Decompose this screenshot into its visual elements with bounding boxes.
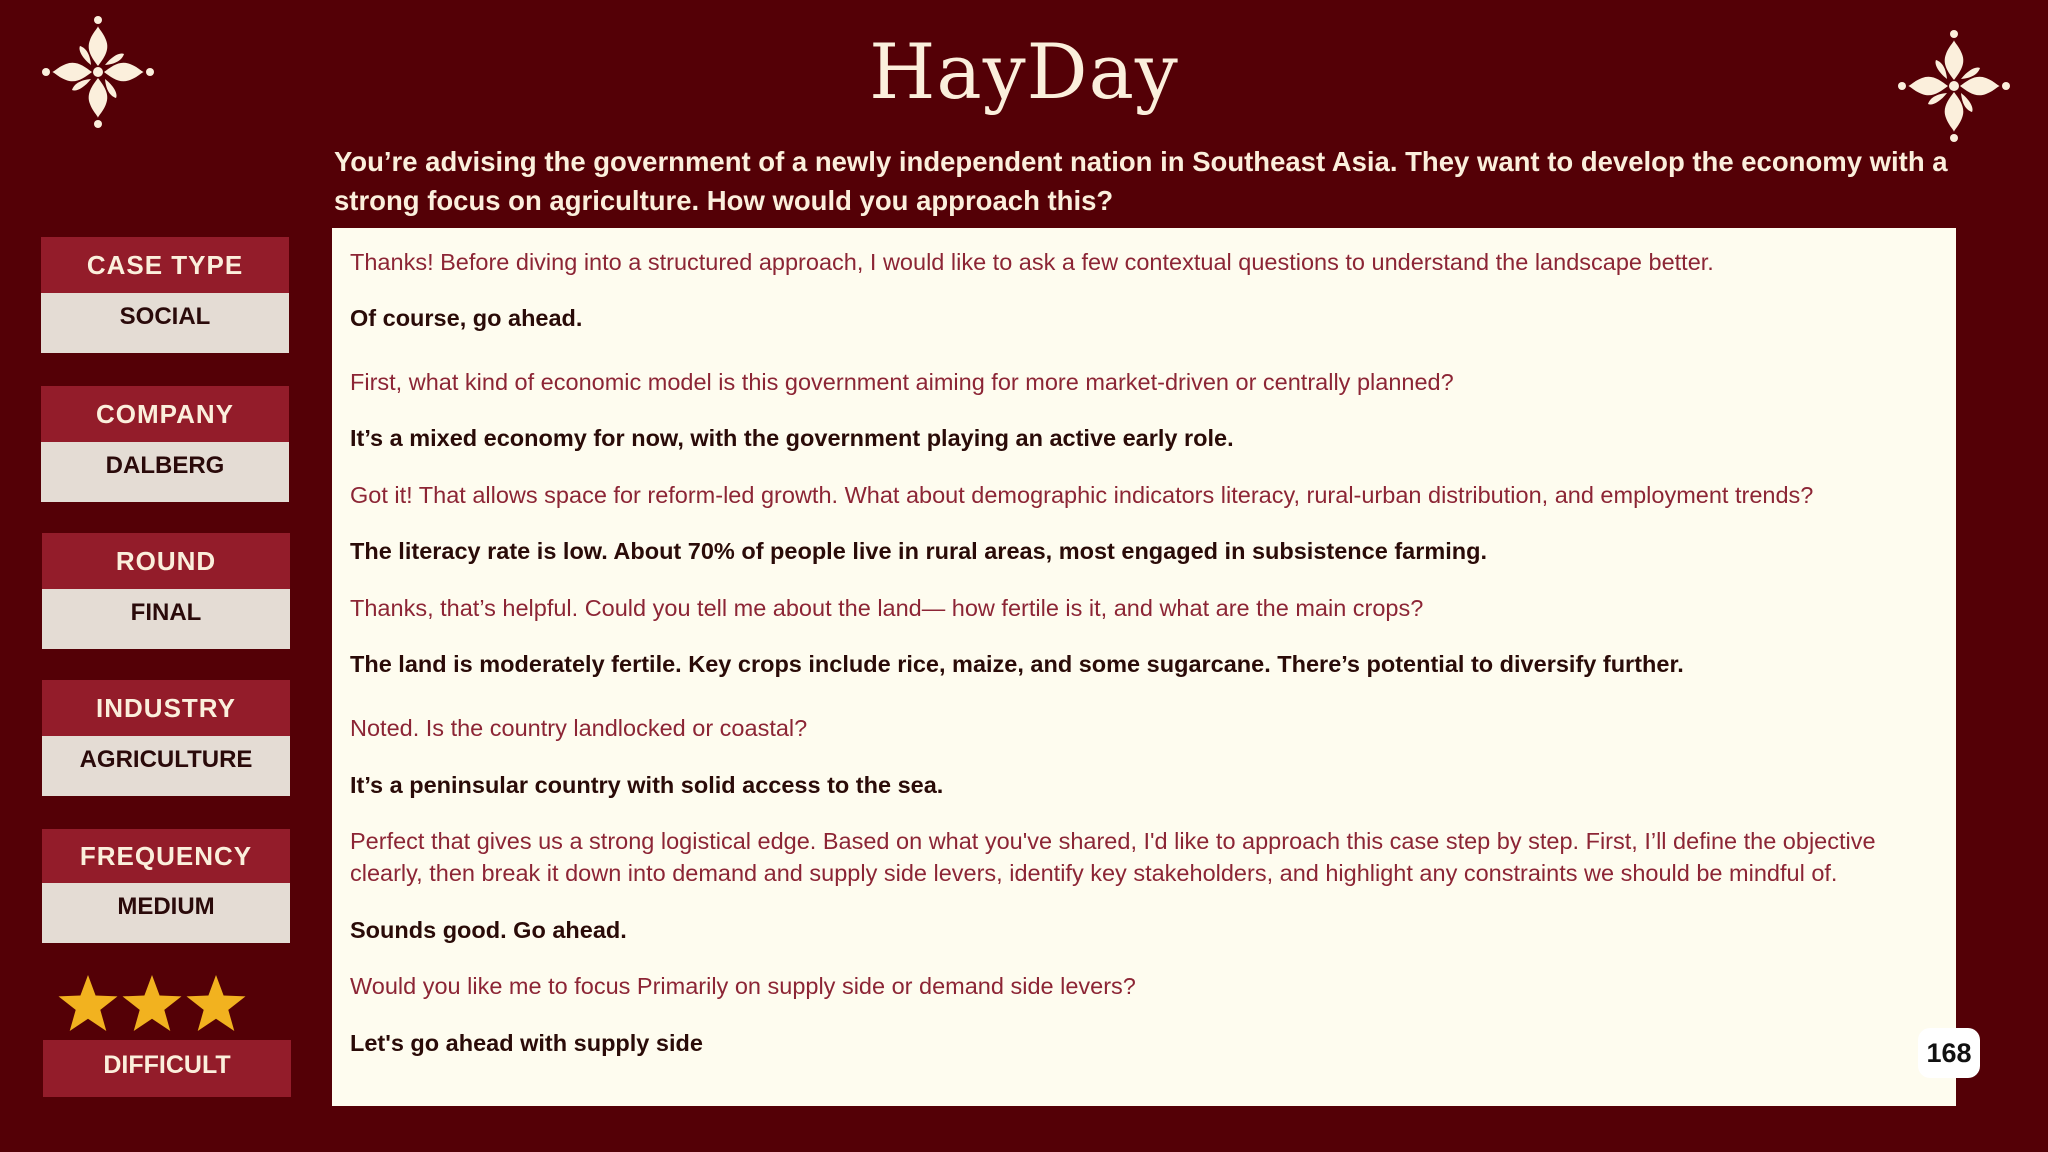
star-icon <box>187 975 246 1031</box>
card-value: FINAL <box>42 589 290 649</box>
interviewer-message: Let's go ahead with supply side <box>350 1030 703 1056</box>
page-title: HayDay <box>869 27 1179 116</box>
card-value: AGRICULTURE <box>42 736 290 796</box>
difficulty-label: DIFFICULT <box>43 1040 291 1097</box>
card-label: INDUSTRY <box>42 680 290 736</box>
candidate-message: Thanks, that’s helpful. Could you tell me about the land— how fertile is it, and what are the main crops? <box>350 595 1424 621</box>
interviewer-message: The land is moderately fertile. Key crops include rice, maize, and some sugarcane. There’s potential to diversify further. <box>350 651 1684 677</box>
card-label: CASE TYPE <box>41 237 289 293</box>
case-type-card <box>41 237 289 353</box>
candidate-message: Got it! That allows space for reform-led growth. What about demographic indicators literacy, rural-urban distribution, and employment trends? <box>350 482 1814 508</box>
conversation-panel <box>332 228 1956 1106</box>
candidate-message: Thanks! Before diving into a structured approach, I would like to ask a few contextual questions to understand the landscape better. <box>350 249 1714 275</box>
candidate-message: First, what kind of economic model is this government aiming for more market-driven or centrally planned? <box>350 369 1454 395</box>
candidate-message: Noted. Is the country landlocked or coastal? <box>350 715 808 741</box>
page-number: 168 <box>1918 1028 1980 1078</box>
interviewer-message: Sounds good. Go ahead. <box>350 917 627 943</box>
interviewer-message: The literacy rate is low. About 70% of people live in rural areas, most engaged in subsistence farming. <box>350 538 1488 564</box>
interviewer-message: Of course, go ahead. <box>350 305 583 331</box>
card-value: SOCIAL <box>41 293 289 353</box>
difficulty-stars <box>56 973 256 1039</box>
round-card <box>42 533 290 649</box>
star-icon <box>59 975 118 1031</box>
card-label: FREQUENCY <box>42 829 290 883</box>
card-label: COMPANY <box>41 386 289 442</box>
candidate-message: Perfect that gives us a strong logistical edge. Based on what you've shared, I'd like to approach this case step by step. First, I’ll define the objective clearly, then break it down into demand and supply side levers, identify key stakeholders, and highlight any constraints we should be mindful of. <box>350 828 1876 886</box>
industry-card <box>42 680 290 796</box>
card-value: DALBERG <box>41 442 289 502</box>
frequency-card <box>42 829 290 943</box>
case-question: You’re advising the government of a newly independent nation in Southeast Asia. They want to develop the economy with a strong focus on agriculture. How would you approach this? <box>334 146 1948 216</box>
card-label: ROUND <box>42 533 290 589</box>
card-value: MEDIUM <box>42 883 290 943</box>
interviewer-message: It’s a mixed economy for now, with the government playing an active early role. <box>350 425 1234 451</box>
candidate-message: Would you like me to focus Primarily on supply side or demand side levers? <box>350 973 1136 999</box>
interviewer-message: It’s a peninsular country with solid access to the sea. <box>350 772 944 798</box>
star-icon <box>123 975 182 1031</box>
company-card <box>41 386 289 502</box>
